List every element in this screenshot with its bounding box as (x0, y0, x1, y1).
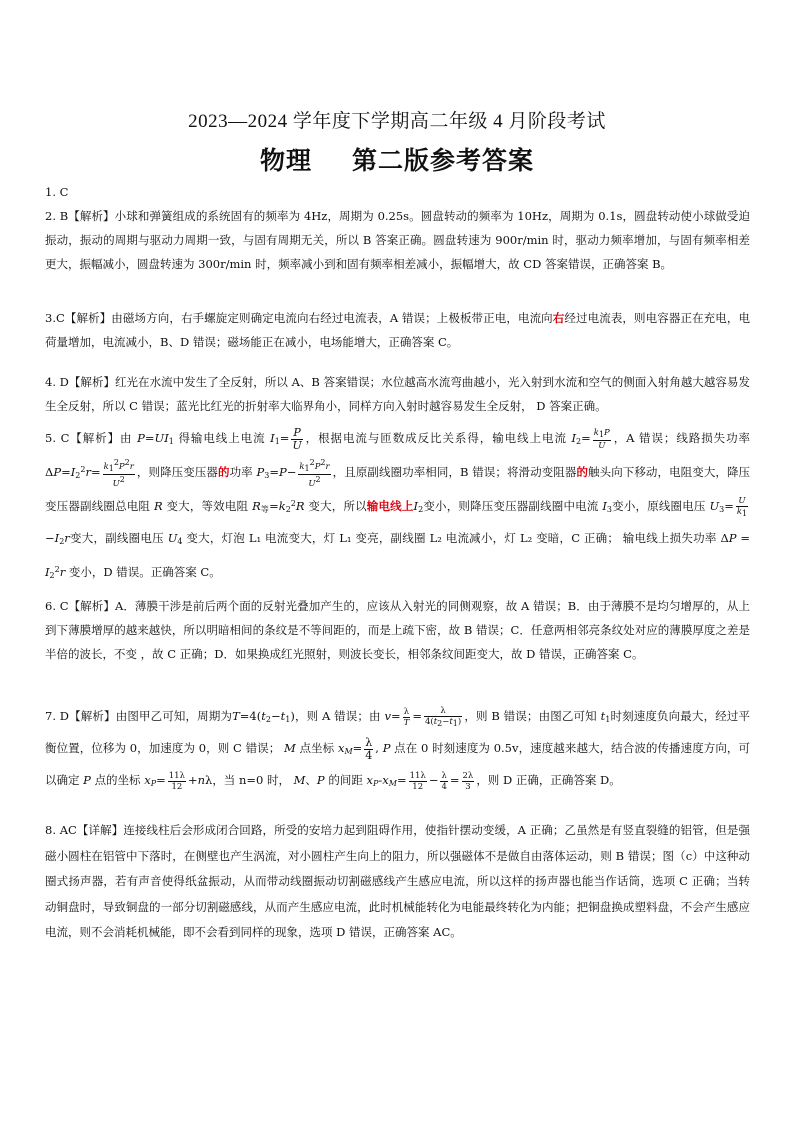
subject-heading (0, 141, 794, 177)
answer-4: 4. D【解析】红光在水流中发生了全反射，所以 A、B 答案错误；水位越高水流弯曲越小，光入射到水流和空气的侧面入射角越大越容易发生全反射，所以 C 错误；蓝光比红光的折射率大临界角小，同样方向入射时越容易发生全反射， D 答案正确。 (45, 375, 750, 413)
answer-6: 6. C【解析】A．薄膜干涉是前后两个面的反射光叠加产生的，应该从入射光的同侧观察，故 A 错误；B．由于薄膜不是均匀增厚的，从上到下薄膜增厚的越来越快，所以明暗相间的条纹是不等间距的，而是上疏下密，故 B 错误；C．任意两相邻亮条纹处对应的薄膜厚度之差是半倍的波长，不变 ，故 C 正确；D．如果换成红光照射，则波长变长，相邻条纹间距变大，故 D 错误，正确答案 C。 (45, 599, 750, 661)
answer-7: 7. D【解析】由图甲乙可知，周期为$T=4(t_2-t_1)$，则 A 错误；由 v= $\frac{\lambda}{T}$ = $\frac{\lambda}{4(t_2-t_1)}$ ，则 B 错误；由图乙可知 $t_1$时刻速度负向最大，经过平衡位置，位移为 0，加速度为 0，则 C 错误； M 点坐标 $x_M=$ $\frac{\lambda}{4}$ , P 点在 0 时刻速度为 0.5v，速度越来越大，结合波的传播速度方向，可以确定 P 点的坐标 $x_P=$ $\frac{11\lambda}{12}$ +nλ，当 n=0 时， M、P 的间距 $x_P-x_M=$ $\frac{11\lambda}{12}$ − $\frac{\lambda}{4}$ = $\frac{2\lambda}{3}$ ，则 D 正确，正确答案 D。 (45, 705, 751, 792)
edition-label: 第二版参考答案 (352, 146, 535, 175)
answer-8: 8. AC【详解】连接线柱后会形成闭合回路，所受的安培力起到阻碍作用，使指针摆动变缓，A 正确；乙虽然是有竖直裂缝的铝管，但是强磁小圆柱在铝管中下落时，在侧壁也产生涡流，对小圆柱产生向上的阻力，所以强磁体不是做自由落体运动，则 B 错误；图（c）中这种动圈式扬声器，若有声音使得纸盆振动，从而带动线圈振动切割磁感线产生感应电流，所以这样的扬声器也能当作话筒，选项 C 正确；当转动铜盘时，导致铜盘的一部分切割磁感线，从而产生感应电流，此时机械能转化为电能最终转化为内能；把铜盘换成塑料盘，不会产生感应电流，则不会消耗机械能，即不会看到同样的现象，选项 D 错误，正确答案 AC。 (45, 823, 750, 939)
answer-1: 1. C (45, 185, 69, 199)
highlight-text: 右 (552, 311, 565, 325)
answer-5: 5. C【解析】由 $P=UI_1$ 得输电线上电流 $I_1=$ $\frac{P}{U}$ ，根据电流与匝数成反比关系得，输电线上电流 $I_2=$ $\frac{k_1P}{U}$ ，A 错误；线路损失功率 $\Delta P=I_2^2r=$ $\frac{k_1^2P^2r}{U^2}$ ，则降压变压器的功率 $P_3=P-$ $\frac{k_1^2P^2r}{U^2}$ ，且原副线圈功率相同，B 错误；将滑动变阻器的触头向下移动，电阻变大，降压变压器副线圈总电阻 R 变大，等效电阻 $R_等=k_2^2R$ 变大，所以输电线上$I_2$变小，则降压变压器副线圈中电流 $I_3$变小，原线圈电压 $U_3=$ $\frac{U}{k_1}$ $-I_2r$变大，副线圈电压 $U_4$ 变大，灯泡 L₁ 电流变大，灯 L₁ 变亮，副线圈 L₂ 电流减小，灯 L₂ 变暗，C 正确； 输电线上损失功率 $\Delta P = I_2^2r$ 变小，D 错误。正确答案 C。 (45, 425, 751, 580)
answer-3: 3.C【解析】由磁场方向，右手螺旋定则确定电流向右经过电流表，A 错误；上极板带正电，电流向右经过电流表，则电容器正在充电，电荷量增加，电流减小，B、D 错误；磁场能正在减小，电场能增大，正确答案 C。 (45, 311, 750, 349)
exam-title: 2023—2024 学年度下学期高二年级 4 月阶段考试 (188, 111, 606, 132)
subject-name: 物理 (259, 146, 312, 175)
answer-2: 2. B【解析】小球和弹簧组成的系统固有的频率为 4Hz，周期为 0.25s。圆盘转动的频率为 10Hz，周期为 0.1s，圆盘转动使小球做受迫振动，振动的周期与驱动力周期一致，与固有周期无关，所以 B 答案正确。圆盘转速为 900r/min 时，驱动力频率增加，与固有频率相差更大，振幅减小，圆盘转速为 300r/min 时，频率减小到和固有频率相差减小，振幅增大，故 CD 答案错误，正确答案 B。 (45, 209, 750, 271)
